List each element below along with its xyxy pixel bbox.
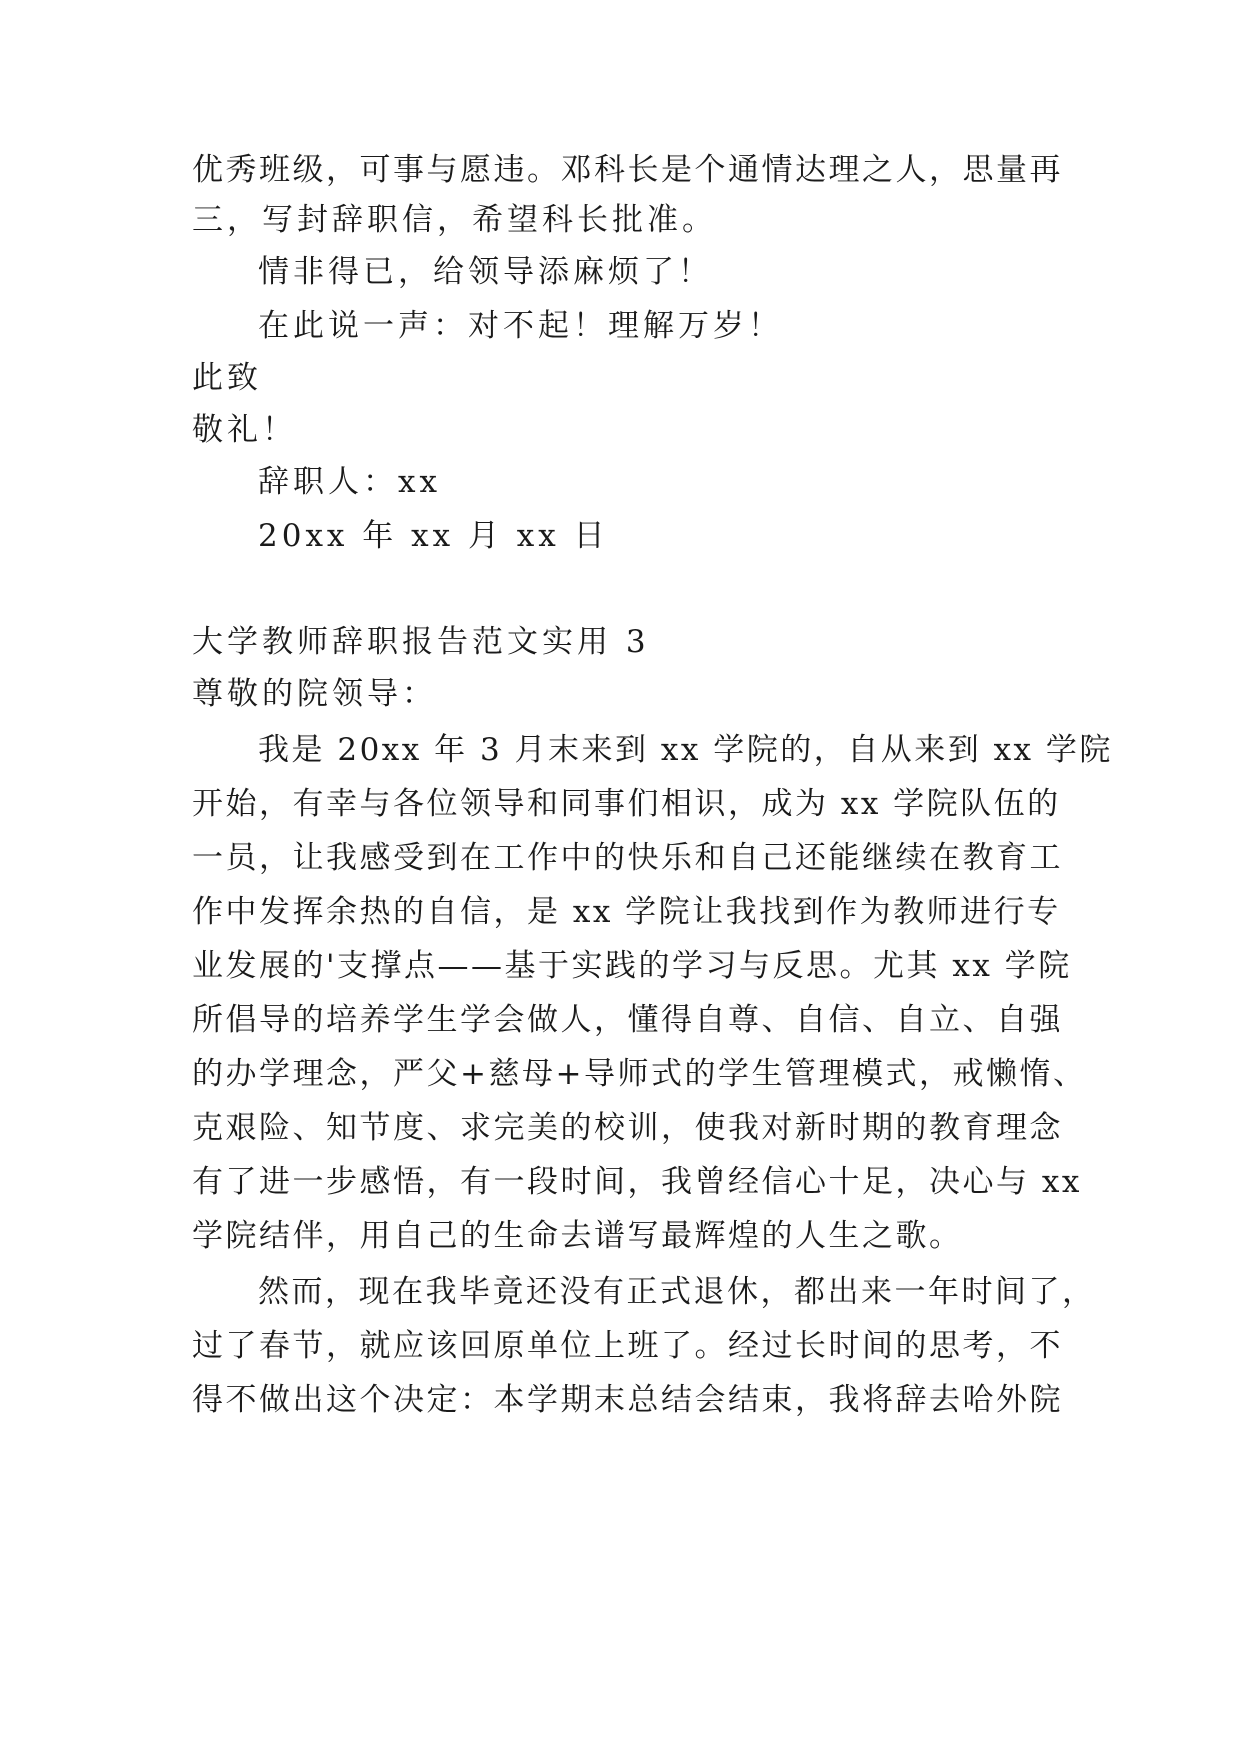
paragraph-line: 所倡导的培养学生学会做人，懂得自尊、自信、自立、自强: [192, 1002, 1063, 1038]
salutation: 尊敬的院领导：: [192, 676, 437, 712]
paragraph-line: 作中发挥余热的自信，是 xx 学院让我找到作为教师进行专: [192, 894, 1061, 930]
signer-line: 辞职人：xx: [258, 464, 441, 500]
paragraph-line: 得不做出这个决定：本学期末总结会结束，我将辞去哈外院: [192, 1382, 1063, 1418]
paragraph-line: 的办学理念，严父+慈母+导师式的学生管理模式，戒懒惰、: [192, 1056, 1087, 1092]
paragraph-line: 在此说一声：对不起！理解万岁！: [258, 308, 783, 344]
paragraph-line: 优秀班级，可事与愿违。邓科长是个通情达理之人，思量再: [192, 152, 1063, 188]
paragraph-line: 三，写封辞职信，希望科长批准。: [192, 202, 717, 238]
section-title: 大学教师辞职报告范文实用 3: [192, 624, 650, 660]
paragraph-line: 有了进一步感悟，有一段时间，我曾经信心十足，决心与 xx: [192, 1164, 1082, 1200]
paragraph-line: 过了春节，就应该回原单位上班了。经过长时间的思考，不: [192, 1328, 1063, 1364]
date-line: 20xx 年 xx 月 xx 日: [258, 518, 609, 554]
closing-line: 敬礼！: [192, 412, 297, 448]
paragraph-line: 然而，现在我毕竟还没有正式退休，都出来一年时间了，: [258, 1274, 1096, 1310]
paragraph-line: 开始，有幸与各位领导和同事们相识，成为 xx 学院队伍的: [192, 786, 1061, 822]
paragraph-line: 学院结伴，用自己的生命去谱写最辉煌的人生之歌。: [192, 1218, 963, 1254]
paragraph-line: 一员，让我感受到在工作中的快乐和自己还能继续在教育工: [192, 840, 1063, 876]
paragraph-line: 情非得已，给领导添麻烦了！: [258, 254, 713, 290]
paragraph-line: 我是 20xx 年 3 月末来到 xx 学院的，自从来到 xx 学院: [258, 732, 1113, 768]
paragraph-line: 业发展的'支撑点——基于实践的学习与反思。尤其 xx 学院: [192, 948, 1072, 984]
closing-line: 此致: [192, 360, 262, 396]
paragraph-line: 克艰险、知节度、求完美的校训，使我对新时期的教育理念: [192, 1110, 1063, 1146]
